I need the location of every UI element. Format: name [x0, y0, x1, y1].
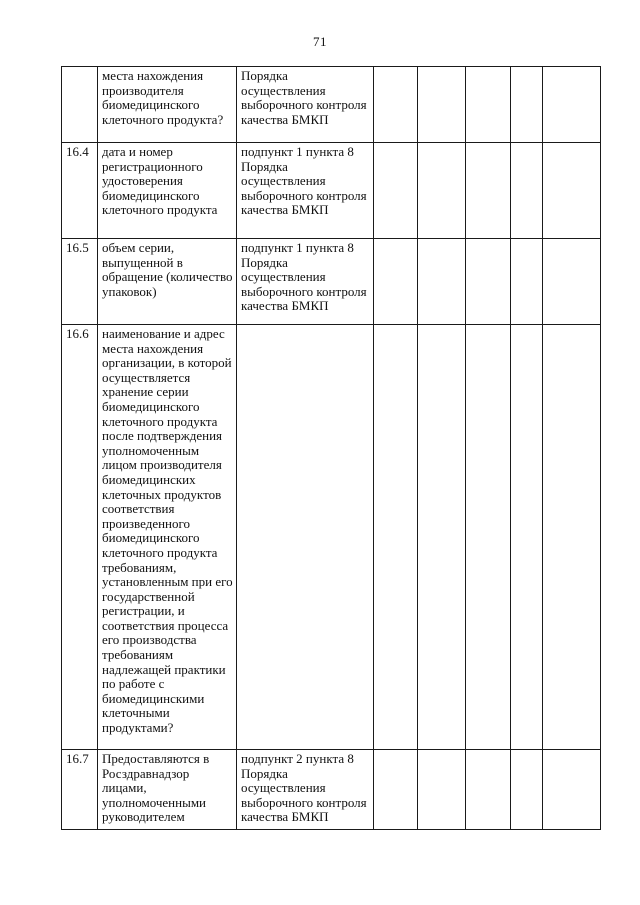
answer-not-applicable-cell[interactable]: [466, 143, 511, 239]
requirement-text: лицами,: [102, 780, 147, 796]
answer-not-applicable-cell[interactable]: [466, 67, 511, 143]
legal-basis-cell: [237, 750, 374, 830]
note-cell[interactable]: [543, 67, 601, 143]
requirement-text: выпущенной в: [102, 254, 183, 270]
answer-no-cell[interactable]: [418, 239, 466, 325]
legal-basis-text: осуществления: [241, 780, 326, 796]
legal-basis-cell: [237, 143, 374, 239]
answer-extra-cell[interactable]: [511, 239, 543, 325]
legal-basis-text: выборочного контроля: [241, 97, 367, 113]
requirement-text: его производства: [102, 632, 197, 648]
legal-basis-text: осуществления: [241, 173, 326, 189]
requirement-cell: [98, 325, 237, 750]
requirement-cell: [98, 143, 237, 239]
legal-basis-text: Порядка: [241, 158, 288, 174]
requirement-text: клеточными: [102, 705, 170, 721]
row-number: 16.7: [62, 750, 98, 830]
answer-extra-cell[interactable]: [511, 325, 543, 750]
legal-basis-text: Порядка: [241, 68, 288, 83]
answer-extra-cell[interactable]: [511, 67, 543, 143]
answer-no-cell[interactable]: [418, 750, 466, 830]
requirement-text: клеточного продукта: [102, 202, 218, 218]
row-number: 16.4: [62, 143, 98, 239]
requirement-text: биомедицинскими: [102, 690, 205, 706]
requirement-text: клеточного продукта: [102, 544, 218, 560]
requirement-text: соответствия: [102, 501, 175, 517]
requirement-text: Предоставляются в: [102, 751, 210, 766]
requirement-text: упаковок): [102, 283, 157, 299]
table-row: [62, 143, 601, 239]
answer-yes-cell[interactable]: [374, 67, 418, 143]
requirement-text: дата и номер: [102, 144, 173, 159]
page-number: 71: [313, 34, 327, 49]
requirement-cell: [98, 67, 237, 143]
legal-basis-text: Порядка: [241, 765, 288, 781]
requirement-text: руководителем: [102, 809, 185, 825]
legal-basis-text: выборочного контроля: [241, 187, 367, 203]
answer-no-cell[interactable]: [418, 67, 466, 143]
legal-basis-text: выборочного контроля: [241, 794, 367, 810]
note-cell[interactable]: [543, 325, 601, 750]
requirement-cell: [98, 750, 237, 830]
requirement-text: регистрации, и: [102, 603, 185, 619]
legal-basis-text: подпункт 1 пункта 8: [241, 144, 354, 159]
answer-no-cell[interactable]: [418, 143, 466, 239]
answer-no-cell[interactable]: [418, 325, 466, 750]
table-row: [62, 750, 601, 830]
note-cell[interactable]: [543, 239, 601, 325]
requirement-text: уполномоченным: [102, 442, 200, 458]
requirement-text: Росздравнадзор: [102, 765, 190, 781]
legal-basis-text: качества БМКП: [241, 202, 329, 218]
legal-basis-text: осуществления: [241, 269, 326, 285]
answer-not-applicable-cell[interactable]: [466, 325, 511, 750]
requirement-text: установленным при его: [102, 574, 233, 590]
row-number: 16.5: [62, 239, 98, 325]
requirement-text: лицом производителя: [102, 457, 222, 473]
requirement-text: биомедицинского: [102, 187, 200, 203]
legal-basis-text: Порядка: [241, 254, 288, 270]
requirement-text: после подтверждения: [102, 428, 223, 444]
answer-yes-cell[interactable]: [374, 239, 418, 325]
answer-yes-cell[interactable]: [374, 325, 418, 750]
requirement-text: государственной: [102, 588, 195, 604]
requirement-cell: [98, 239, 237, 325]
answer-extra-cell[interactable]: [511, 750, 543, 830]
legal-basis-text: подпункт 1 пункта 8: [241, 240, 354, 255]
requirement-text: места нахождения: [102, 68, 204, 83]
requirement-text: биомедицинского: [102, 530, 200, 546]
requirement-text: соответствия процесса: [102, 617, 229, 633]
table-row: [62, 67, 601, 143]
answer-yes-cell[interactable]: [374, 750, 418, 830]
requirement-text: производителя: [102, 82, 184, 98]
row-number: [62, 67, 98, 143]
requirement-text: клеточного продукта?: [102, 111, 224, 127]
requirement-text: организации, в которой: [102, 355, 232, 371]
legal-basis-text: качества БМКП: [241, 298, 329, 314]
requirement-text: надлежащей практики: [102, 661, 226, 677]
requirement-text: клеточного продукта: [102, 413, 218, 429]
requirement-text: биомедицинских: [102, 471, 196, 487]
requirement-text: регистрационного: [102, 158, 203, 174]
legal-basis-text: осуществления: [241, 82, 326, 98]
requirement-text: места нахождения: [102, 340, 204, 356]
answer-yes-cell[interactable]: [374, 143, 418, 239]
requirement-text: биомедицинского: [102, 97, 200, 113]
table-row: [62, 325, 601, 750]
requirement-text: клеточных продуктов: [102, 486, 222, 502]
legal-basis-text: качества БМКП: [241, 809, 329, 825]
legal-basis-text: выборочного контроля: [241, 283, 367, 299]
requirement-text: уполномоченными: [102, 794, 207, 810]
table-row: [62, 239, 601, 325]
requirement-text: удостоверения: [102, 173, 183, 189]
requirement-text: произведенного: [102, 515, 191, 531]
requirement-text: хранение серии: [102, 384, 189, 400]
requirement-text: биомедицинского: [102, 398, 200, 414]
requirement-text: требованиям: [102, 647, 174, 663]
legal-basis-cell: [237, 239, 374, 325]
checklist-table: [61, 66, 601, 830]
requirement-text: объем серии,: [102, 240, 175, 255]
row-number: 16.6: [62, 325, 98, 750]
legal-basis-text: качества БМКП: [241, 111, 329, 127]
requirement-text: осуществляется: [102, 369, 191, 385]
requirement-text: требованиям,: [102, 559, 177, 575]
requirement-text: продуктами?: [102, 720, 174, 736]
answer-extra-cell[interactable]: [511, 143, 543, 239]
requirement-text: наименование и адрес: [102, 326, 225, 341]
legal-basis-cell: [237, 67, 374, 143]
requirement-text: обращение (количество: [102, 269, 233, 285]
answer-not-applicable-cell[interactable]: [466, 750, 511, 830]
requirement-text: по работе с: [102, 676, 165, 692]
legal-basis-text: подпункт 2 пункта 8: [241, 751, 354, 766]
legal-basis-cell: [237, 325, 374, 750]
answer-not-applicable-cell[interactable]: [466, 239, 511, 325]
note-cell[interactable]: [543, 143, 601, 239]
note-cell[interactable]: [543, 750, 601, 830]
